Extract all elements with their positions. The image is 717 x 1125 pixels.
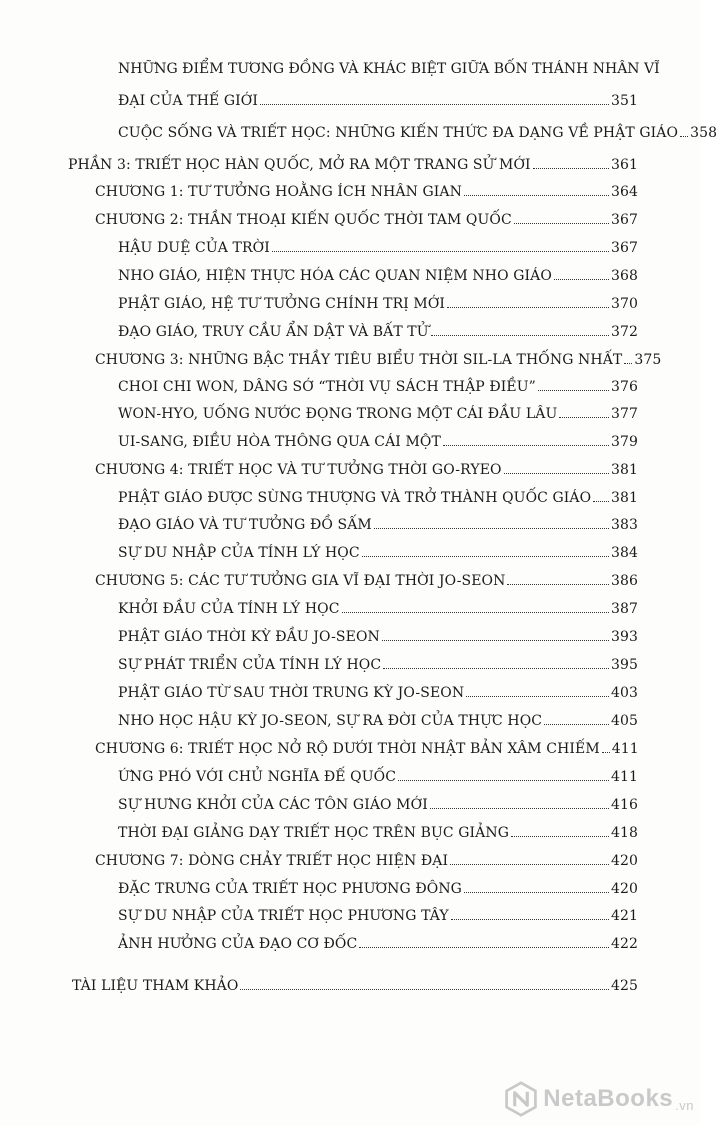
toc-entry xyxy=(118,323,638,341)
toc-entry-title: PHẬT GIÁO, HỆ TƯ TƯỞNG CHÍNH TRỊ MỚI xyxy=(118,296,446,312)
dot-leader xyxy=(464,891,609,893)
toc-entry-page: 421 xyxy=(610,908,638,924)
netabooks-watermark xyxy=(503,1081,694,1117)
toc-entry xyxy=(118,907,638,925)
toc-entry xyxy=(118,935,638,953)
toc-entry-title: ỨNG PHÓ VỚI CHỦ NGHĨA ĐẾ QUỐC xyxy=(118,769,397,785)
toc-entry xyxy=(118,433,638,451)
toc-entry xyxy=(68,156,638,174)
dot-leader xyxy=(272,250,609,252)
toc-entry-page: 384 xyxy=(610,545,638,561)
dot-leader xyxy=(593,500,609,502)
toc-entry-page: 375 xyxy=(634,352,662,368)
toc-entry xyxy=(118,239,638,257)
toc-entry-page: 370 xyxy=(610,296,638,312)
watermark-brand: NetaBooks xyxy=(543,1085,674,1112)
dot-leader xyxy=(464,194,609,196)
toc-entry-title: SỰ PHÁT TRIỂN CỦA TÍNH LÝ HỌC xyxy=(118,657,382,673)
dot-leader xyxy=(240,988,609,990)
toc-entry xyxy=(95,852,638,870)
toc-entry-title: NHO HỌC HẬU KỲ JO-SEON, SỰ RA ĐỜI CỦA THỰC HỌC xyxy=(118,713,543,729)
dot-leader xyxy=(431,334,609,336)
toc-entry-title: CHƯƠNG 6: TRIẾT HỌC NỞ RỘ DƯỚI THỜI NHẬT BẢN XÂM CHIẾM xyxy=(95,741,600,757)
toc-entry-page: 367 xyxy=(610,240,638,256)
dot-leader xyxy=(538,389,609,391)
toc-entry-page: 383 xyxy=(610,517,638,533)
toc-entry-page: 381 xyxy=(610,490,638,506)
dot-leader xyxy=(514,222,609,224)
toc-entry xyxy=(118,796,638,814)
toc-entry-page: 376 xyxy=(610,379,638,395)
toc-entry-title: TÀI LIỆU THAM KHẢO xyxy=(72,978,239,994)
toc-entry-page: 425 xyxy=(610,978,638,994)
toc-entry-title: ĐẠI CỦA THẾ GIỚI xyxy=(118,93,259,109)
toc-entry-page: 372 xyxy=(610,324,638,340)
toc-entry xyxy=(95,572,638,590)
toc-entry xyxy=(72,977,638,995)
toc-entry xyxy=(118,712,638,730)
toc-entry-title: SỰ DU NHẬP CỦA TÍNH LÝ HỌC xyxy=(118,545,360,561)
toc-entry-line1: NHỮNG ĐIỂM TƯƠNG ĐỒNG VÀ KHÁC BIỆT GIỮA BỐN THÁNH NHÂN VĨ xyxy=(118,61,660,77)
toc-entry-title: UI-SANG, ĐIỀU HÒA THÔNG QUA CÁI MỘT xyxy=(118,434,441,450)
toc-entry-title: NHO GIÁO, HIỆN THỰC HÓA CÁC QUAN NIỆM NHO GIÁO xyxy=(118,268,552,284)
dot-leader xyxy=(383,667,609,669)
dot-leader xyxy=(362,555,609,557)
toc-entry xyxy=(118,489,638,507)
toc-entry xyxy=(118,628,638,646)
dot-leader xyxy=(624,362,632,364)
toc-entry-title: CHƯƠNG 5: CÁC TƯ TƯỞNG GIA VĨ ĐẠI THỜI JO-SEON xyxy=(95,573,506,589)
toc-entry-page: 393 xyxy=(610,629,638,645)
dot-leader xyxy=(554,278,609,280)
toc-entry-page: 361 xyxy=(610,157,638,173)
toc-entry-title: ĐẠO GIÁO VÀ TƯ TƯỞNG ĐỒ SẤM xyxy=(118,517,372,533)
toc-entry-page: 358 xyxy=(690,125,717,141)
dot-leader xyxy=(359,946,609,948)
toc-entry xyxy=(118,880,638,898)
dot-leader xyxy=(430,807,609,809)
toc-entry xyxy=(118,124,717,142)
toc-entry-page: 416 xyxy=(610,797,638,813)
dot-leader xyxy=(447,306,609,308)
toc-entry-page: 403 xyxy=(610,685,638,701)
toc-entry-title: PHẬT GIÁO THỜI KỲ ĐẦU JO-SEON xyxy=(118,629,380,645)
toc-entry-wrapped xyxy=(118,92,638,110)
toc-entry-page: 379 xyxy=(610,434,638,450)
toc-entry-title: THỜI ĐẠI GIẢNG DẠY TRIẾT HỌC TRÊN BỤC GIẢNG xyxy=(118,825,510,841)
toc-entry-title: PHẬT GIÁO ĐƯỢC SÙNG THƯỢNG VÀ TRỞ THÀNH QUỐC GIÁO xyxy=(118,490,592,506)
dot-leader xyxy=(398,779,609,781)
dot-leader xyxy=(374,527,609,529)
toc-entry-page: 411 xyxy=(610,769,638,785)
toc-entry-page: 395 xyxy=(610,657,638,673)
dot-leader xyxy=(466,695,609,697)
toc-entry-page: 418 xyxy=(610,825,638,841)
toc-entry-page: 368 xyxy=(610,268,638,284)
dot-leader xyxy=(382,639,609,641)
toc-entry-title: CHƯƠNG 2: THẦN THOẠI KIẾN QUỐC THỜI TAM QUỐC xyxy=(95,212,512,228)
toc-entry-title: WON-HYO, UỐNG NƯỚC ĐỌNG TRONG MỘT CÁI ĐẦU LÂU xyxy=(118,406,558,422)
dot-leader xyxy=(602,751,610,753)
toc-entry xyxy=(118,544,638,562)
toc-entry-title: PHẬT GIÁO TỪ SAU THỜI TRUNG KỲ JO-SEON xyxy=(118,685,465,701)
toc-entry xyxy=(95,183,638,201)
toc-entry-title: SỰ HƯNG KHỞI CỦA CÁC TÔN GIÁO MỚI xyxy=(118,797,428,813)
toc-entry-title: ĐẶC TRƯNG CỦA TRIẾT HỌC PHƯƠNG ĐÔNG xyxy=(118,881,462,897)
toc-entry-page: 387 xyxy=(610,601,638,617)
toc-entry xyxy=(95,740,638,758)
toc-entry-page: 420 xyxy=(610,881,638,897)
toc-entry-title: KHỞI ĐẦU CỦA TÍNH LÝ HỌC xyxy=(118,601,340,617)
toc-entry-page: 420 xyxy=(610,853,638,869)
toc-entry xyxy=(118,267,638,285)
toc-entry-page: 381 xyxy=(610,462,638,478)
toc-entry-page: 377 xyxy=(610,406,638,422)
toc-entry-title: ĐẠO GIÁO, TRUY CẦU ẨN DẬT VÀ BẤT TỬ xyxy=(118,324,429,340)
toc-entry-title: CHƯƠNG 7: DÒNG CHẢY TRIẾT HỌC HIỆN ĐẠI xyxy=(95,853,449,869)
toc-entry xyxy=(118,824,638,842)
dot-leader xyxy=(680,135,688,137)
toc-entry xyxy=(118,600,638,618)
toc-entry xyxy=(118,684,638,702)
toc-entry-title: ẢNH HƯỞNG CỦA ĐẠO CƠ ĐỐC xyxy=(118,936,358,952)
toc-entry xyxy=(118,378,638,396)
toc-entry-page: 351 xyxy=(610,93,638,109)
toc-entry xyxy=(118,656,638,674)
toc-entry-title: CHƯƠNG 4: TRIẾT HỌC VÀ TƯ TƯỞNG THỜI GO-RYEO xyxy=(95,462,502,478)
toc-entry xyxy=(118,405,638,423)
dot-leader xyxy=(559,416,609,418)
dot-leader xyxy=(544,723,609,725)
toc-entry-title: CUỘC SỐNG VÀ TRIẾT HỌC: NHỮNG KIẾN THỨC ĐA DẠNG VỀ PHẬT GIÁO xyxy=(118,125,679,141)
toc-entry xyxy=(95,351,662,369)
toc-entry xyxy=(95,211,638,229)
toc-entry-page: 367 xyxy=(610,212,638,228)
dot-leader xyxy=(504,472,609,474)
watermark-suffix: .vn xyxy=(675,1098,694,1113)
toc-entry-title: CHOI CHI WON, DÂNG SỚ “THỜI VỤ SÁCH THẬP ĐIỀU” xyxy=(118,379,536,395)
toc-entry-title: HẬU DUỆ CỦA TRỜI xyxy=(118,240,270,256)
toc-entry-title: CHƯƠNG 3: NHỮNG BẬC THẦY TIÊU BIỂU THỜI SIL-LA THỐNG NHẤT xyxy=(95,352,623,368)
dot-leader xyxy=(533,167,609,169)
dot-leader xyxy=(507,583,609,585)
toc-entry xyxy=(118,516,638,534)
netabooks-logo-icon xyxy=(503,1081,539,1117)
toc-entry-page: 405 xyxy=(610,713,638,729)
dot-leader xyxy=(451,918,609,920)
dot-leader xyxy=(342,611,609,613)
toc-entry xyxy=(95,461,638,479)
dot-leader xyxy=(260,103,609,105)
toc-entry-page: 411 xyxy=(611,741,639,757)
toc-entry-title: PHẦN 3: TRIẾT HỌC HÀN QUỐC, MỞ RA MỘT TRANG SỬ MỚI xyxy=(68,157,531,173)
dot-leader xyxy=(443,444,609,446)
toc-entry xyxy=(118,768,638,786)
dot-leader xyxy=(511,835,609,837)
toc-entry-title: SỰ DU NHẬP CỦA TRIẾT HỌC PHƯƠNG TÂY xyxy=(118,908,449,924)
toc-entry-page: 364 xyxy=(610,184,638,200)
toc-entry-page: 422 xyxy=(610,936,638,952)
toc-entry-page: 386 xyxy=(610,573,638,589)
toc-entry-title: CHƯƠNG 1: TƯ TƯỞNG HOẰNG ÍCH NHÂN GIAN xyxy=(95,184,462,200)
dot-leader xyxy=(450,863,609,865)
toc-entry xyxy=(118,295,638,313)
